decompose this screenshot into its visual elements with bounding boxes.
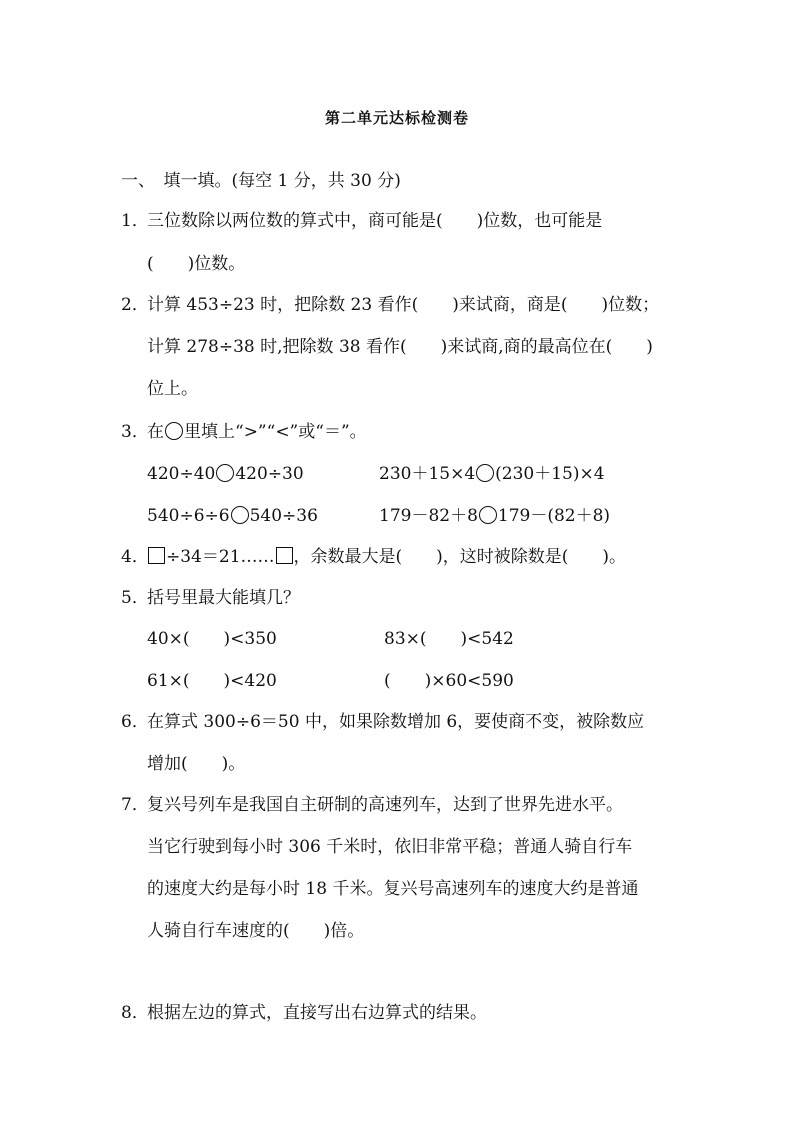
question-8 bbox=[121, 1002, 487, 1024]
question-text: 括号里最大能填几？ bbox=[147, 588, 300, 608]
question-1 bbox=[121, 210, 602, 232]
question-7-continued: 当它行驶到每小时 306 千米时，依旧非常平稳；普通人骑自行车 bbox=[147, 837, 633, 857]
expression-left: 420÷40 bbox=[147, 464, 216, 484]
question-text: 三位数除以两位数的算式中，商可能是( )位数，也可能是 bbox=[147, 211, 603, 231]
square-blank-icon bbox=[148, 547, 165, 564]
expression-right: 420÷30 bbox=[235, 464, 304, 484]
question-3 bbox=[121, 421, 367, 443]
question-text: 在算式 300÷6＝50 中，如果除数增加 6，要使商不变，被除数应 bbox=[147, 712, 645, 732]
question-text: 复兴号列车是我国自主研制的高速列车，达到了世界先进水平。 bbox=[147, 795, 623, 815]
expression-right: 179－(82＋8) bbox=[497, 506, 611, 526]
expression-left: 179－82＋8 bbox=[379, 506, 478, 526]
fill-item: 40×( )<350 bbox=[147, 629, 277, 649]
question-number: 8． bbox=[121, 1003, 149, 1023]
circle-blank-icon bbox=[476, 464, 494, 482]
circle-blank-icon bbox=[165, 422, 183, 440]
circle-blank-icon bbox=[231, 506, 249, 524]
expression-left: 540÷6÷6 bbox=[147, 506, 230, 526]
page-title: 第二单元达标检测卷 bbox=[324, 109, 469, 127]
question-number: 2． bbox=[121, 295, 149, 315]
question-2-continued: 计算 278÷38 时,把除数 38 看作( )来试商,商的最高位在( ) bbox=[147, 337, 653, 357]
compare-item bbox=[147, 505, 318, 527]
question-2 bbox=[121, 294, 659, 316]
expression-right: 540÷36 bbox=[249, 506, 318, 526]
question-number: 4． bbox=[121, 547, 149, 567]
circle-blank-icon bbox=[479, 506, 497, 524]
square-blank-icon bbox=[276, 547, 293, 564]
compare-item bbox=[379, 463, 605, 485]
section-heading: 一、 填一填。(每空 1 分，共 30 分) bbox=[121, 171, 401, 191]
question-6-continued: 增加( )。 bbox=[147, 754, 246, 774]
question-text: ÷34＝21…… bbox=[166, 547, 275, 567]
fill-item: ( )×60<590 bbox=[384, 671, 514, 691]
circle-blank-icon bbox=[216, 464, 234, 482]
question-7 bbox=[121, 794, 623, 816]
compare-item bbox=[379, 505, 610, 527]
question-7-continued: 人骑自行车速度的( )倍。 bbox=[147, 921, 365, 941]
question-5 bbox=[121, 587, 300, 609]
question-6 bbox=[121, 711, 644, 733]
question-text: 在 bbox=[147, 422, 164, 442]
question-4 bbox=[121, 546, 626, 568]
fill-item: 83×( )<542 bbox=[384, 629, 514, 649]
compare-item bbox=[147, 463, 304, 485]
question-number: 3． bbox=[121, 422, 149, 442]
fill-item: 61×( )<420 bbox=[147, 671, 277, 691]
question-1-continued: ( )位数。 bbox=[147, 254, 246, 274]
question-text: 计算 453÷23 时，把除数 23 看作( )来试商，商是( )位数； bbox=[147, 295, 660, 315]
question-number: 1． bbox=[121, 211, 149, 231]
question-number: 6． bbox=[121, 712, 149, 732]
question-2-continued: 位上。 bbox=[147, 379, 198, 399]
question-number: 7． bbox=[121, 795, 149, 815]
question-7-continued: 的速度大约是每小时 18 千米。复兴号高速列车的速度大约是普通 bbox=[147, 879, 639, 899]
question-text: ，余数最大是( )，这时被除数是( )。 bbox=[293, 547, 627, 567]
question-text: 根据左边的算式，直接写出右边算式的结果。 bbox=[147, 1003, 487, 1023]
question-number: 5． bbox=[121, 588, 149, 608]
question-text: 里填上“>”“<”或“＝”。 bbox=[184, 422, 367, 442]
expression-left: 230＋15×4 bbox=[379, 464, 476, 484]
expression-right: (230＋15)×4 bbox=[495, 464, 605, 484]
